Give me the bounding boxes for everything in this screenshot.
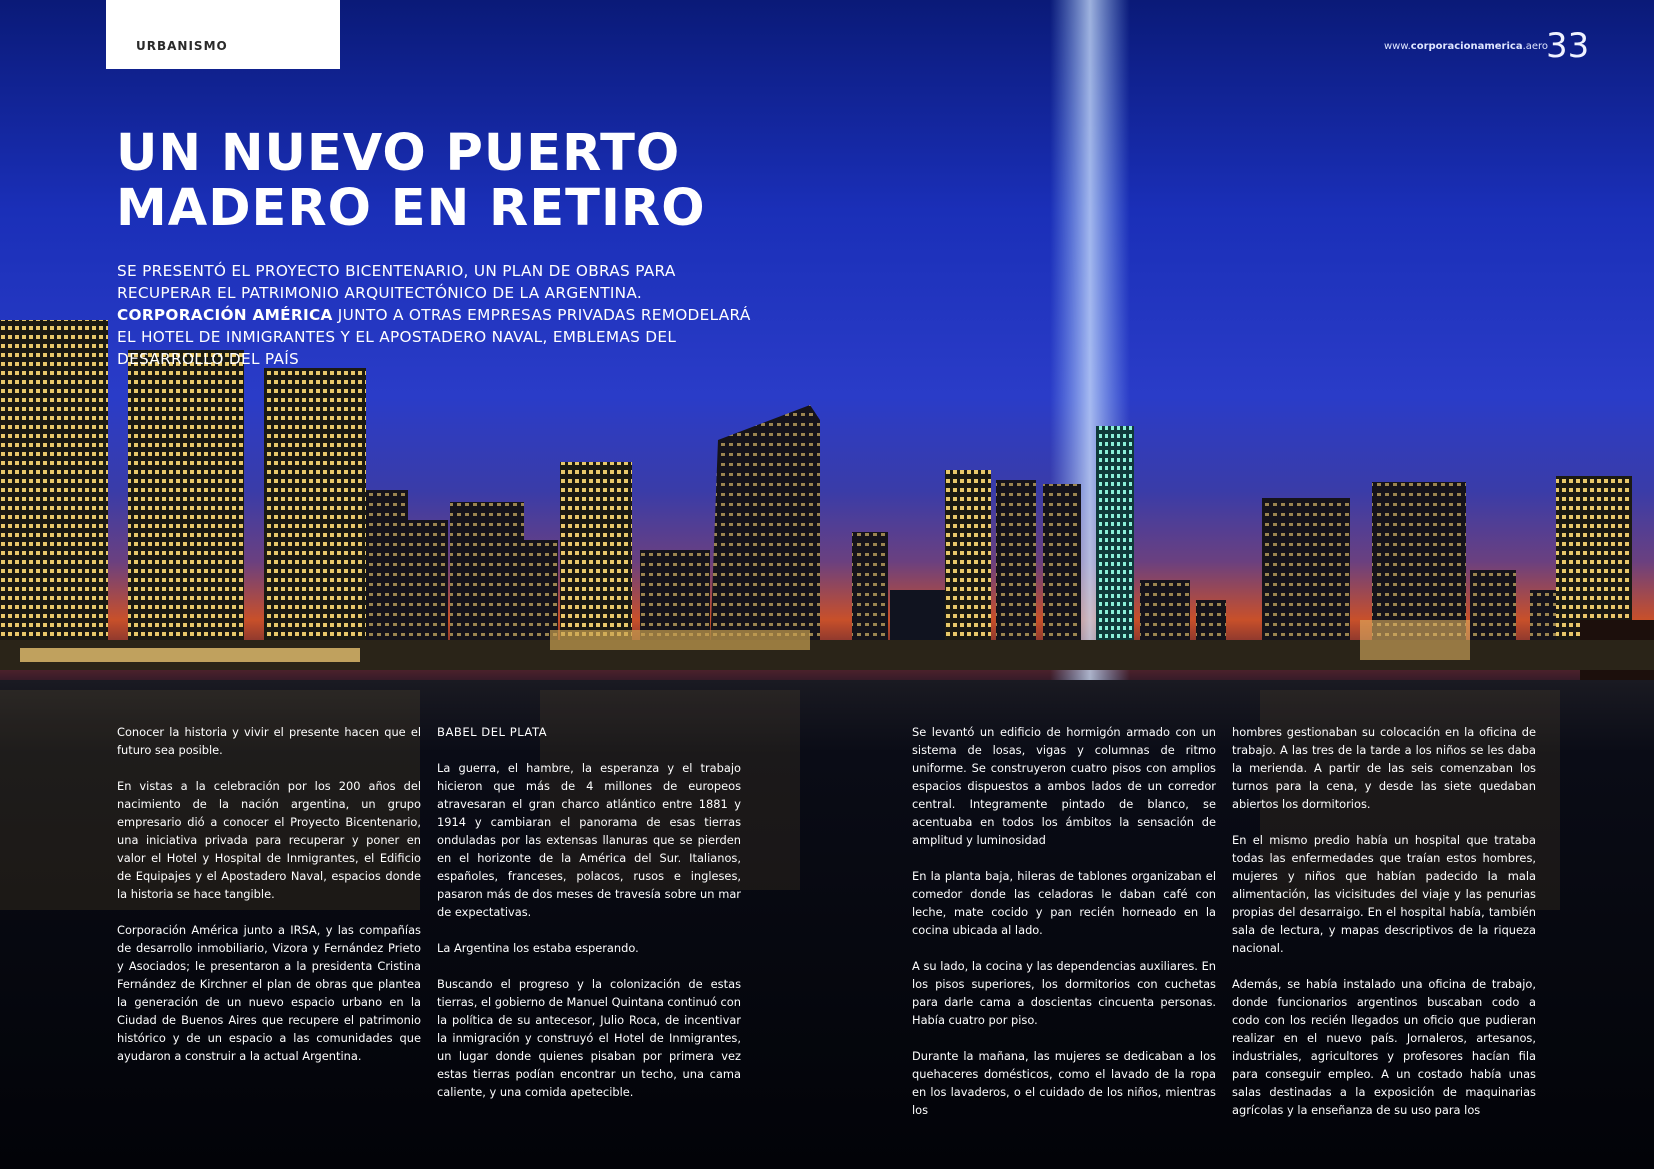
paragraph: Se levantó un edificio de hormigón armado con un sistema de losas, vigas y columnas de ritmo uniforme. Se construyeron cuatro pisos con amplios espacios dispuestos a ambos lados de un corredor central. Integramente pintado de blanco, se acentuaba en todos los ámbitos la sensación de amplitud y luminosidad: [912, 725, 1216, 847]
paragraph: Además, se había instalado una oficina de trabajo, donde funcionarios argentinos buscaban codo a codo con los recién llegados un oficio que pudieran realizar en el nuevo país. Jornaleros, artesanos, industriales, agricultores y profesores hacían fila para conseguir empleo. A un costado había unas salas destinadas a la exposición de maquinarias agrícolas y la enseñanza de su uso para los: [1232, 977, 1536, 1117]
deck-part-1: SE PRESENTÓ EL PROYECTO BICENTENARIO, UN PLAN DE OBRAS PARA RECUPERAR EL PATRIMONIO ARQUITECTÓNICO DE LA ARGENTINA.: [117, 262, 676, 302]
paragraph: La Argentina los estaba esperando.: [437, 941, 639, 955]
paragraph: A su lado, la cocina y las dependencias auxiliares. En los pisos superiores, los dormitorios con cuchetas para darle cama a doscientas cincuenta personas. Había cuatro por piso.: [912, 959, 1216, 1027]
headline-line-2: MADERO EN RETIRO: [116, 179, 706, 238]
site-url-prefix: www.: [1384, 41, 1411, 52]
page-number: 33: [1546, 26, 1590, 66]
deck-intro: [117, 260, 757, 370]
paragraph: hombres gestionaban su colocación en la oficina de trabajo. A las tres de la tarde a los niños se les daba la merienda. A partir de las seis comenzaban los turnos para la cena, y desde las siete quedaban abiertos los dormitorios.: [1232, 725, 1536, 811]
section-tag: [106, 0, 340, 69]
headline: [116, 126, 796, 236]
paragraph: En vistas a la celebración por los 200 años del nacimiento de la nación argentina, un grupo empresario dió a conocer el Proyecto Bicentenario, una iniciativa privada para recuperar y poner en valor el Hotel y Hospital de Inmigrantes, el Edificio de Equipajes y el Apostadero Naval, espacios donde la historia se hace tangible.: [117, 779, 421, 901]
text-column-2: [437, 723, 741, 1119]
paragraph: La guerra, el hambre, la esperanza y el trabajo hicieron que más de 4 millones de europeos atravesaran el gran charco atlántico entre 1881 y 1914 y cambiaran el panorama de esas tierras onduladas por las extensas llanuras que se pierden en el horizonte de la América del Sur. Italianos, españoles, franceses, polacos, rusos e ingleses, pasaron más de dos meses de travesía sobre un mar de expectativas.: [437, 761, 741, 919]
paragraph: Corporación América junto a IRSA, y las compañías de desarrollo inmobiliario, Vizora y Fernández Prieto y Asociados; le presentaron a la presidenta Cristina Fernández de Kirchner el plan de obras que plantea la generación de un nuevo espacio urbano en la Ciudad de Buenos Aires que recupere el patrimonio histórico y de un espacio a las comunidades que ayudaron a construir a la actual Argentina.: [117, 923, 421, 1063]
site-url[interactable]: [1384, 41, 1548, 52]
text-column-1: [117, 723, 421, 1083]
paragraph: Buscando el progreso y la colonización de estas tierras, el gobierno de Manuel Quintana continuó con la política de su antecesor, Julio Roca, de incentivar la inmigración y construyó el Hotel de Inmigrantes, un lugar donde quienes pisaban por primera vez estas tierras podían encontrar un techo, una cama caliente, y una comida apetecible.: [437, 977, 741, 1099]
paragraph: En la planta baja, hileras de tablones organizaban el comedor donde las celadoras le daban café con leche, mate cocido y pan recién horneado en la cocina ubicada al lado.: [912, 869, 1216, 937]
deck-part-2: JUNTO A OTRAS EMPRESAS PRIVADAS REMODELARÁ EL HOTEL DE INMIGRANTES Y EL APOSTADERO NAVAL, EMBLEMAS DEL DESARROLLO DEL PAÍS: [117, 306, 751, 368]
deck-brand: CORPORACIÓN AMÉRICA: [117, 306, 333, 324]
site-url-suffix: .aero: [1522, 41, 1549, 52]
paragraph: En el mismo predio había un hospital que trataba todas las enfermedades que traían estos hombres, mujeres y niños que habían padecido la mala alimentación, las vicisitudes del viaje y las penurias propias del desarraigo. En el hospital había, también sala de lectura, y mapas descriptivos de la riqueza nacional.: [1232, 833, 1536, 955]
site-url-domain: corporacionamerica: [1410, 41, 1523, 52]
paragraph: Conocer la historia y vivir el presente hacen que el futuro sea posible.: [117, 725, 421, 757]
text-column-4: [1232, 723, 1536, 1137]
section-label: URBANISMO: [136, 39, 228, 53]
paragraph: Durante la mañana, las mujeres se dedicaban a los quehaceres domésticos, como el lavado de la ropa en los lavaderos, o el cuidado de los niños, mientras los: [912, 1049, 1216, 1117]
headline-line-1: UN NUEVO PUERTO: [116, 124, 681, 183]
subheading-babel-del-plata: BABEL DEL PLATA: [437, 725, 548, 739]
text-column-3: [912, 723, 1216, 1137]
